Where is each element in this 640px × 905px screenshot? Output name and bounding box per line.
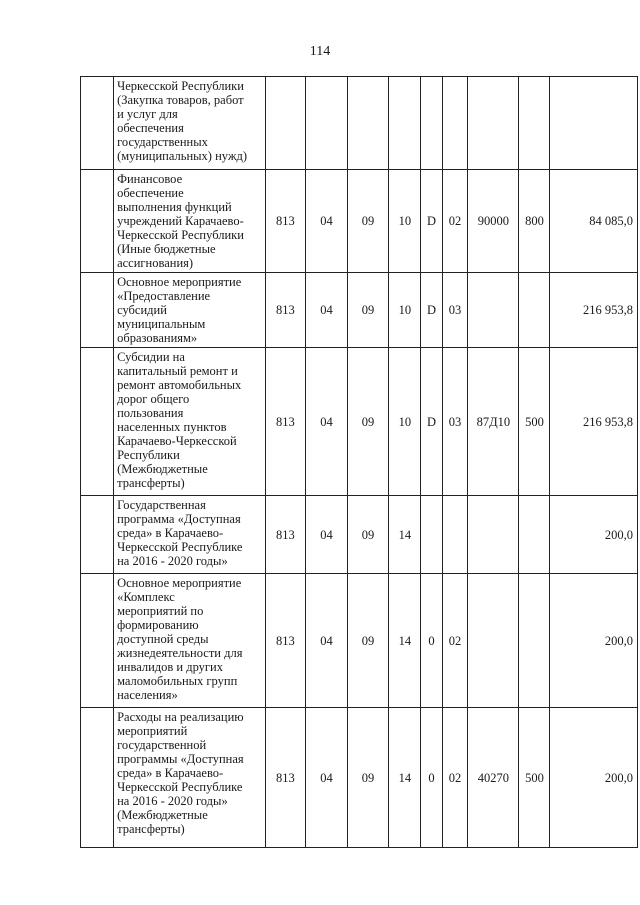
item-name-line: Республики [117,448,180,462]
direction-cell [468,77,519,170]
budget-table [80,76,638,848]
program-cell: 10 [389,170,421,273]
direction-cell: 90000 [468,170,519,273]
subsection-cell: 09 [347,574,389,708]
item-name-line: муниципальным [117,317,206,331]
subsection-cell: 09 [347,496,389,574]
item-name-line: (Межбюджетные [117,462,208,476]
row-index-cell [81,574,114,708]
item-name-line: Черкесской Республике [117,540,243,554]
item-name-line: дорог общего [117,392,190,406]
item-name-line: ремонт автомобильных [117,378,242,392]
item-name-line: Субсидии на [117,350,185,364]
amount-cell: 200,0 [550,708,638,848]
budget-code-cell: 813 [265,170,306,273]
item-name-line: Расходы на реализацию [117,710,244,724]
item-name-line: жизнедеятельности для [117,646,243,660]
subprogram-cell: 0 [421,708,442,848]
amount-cell: 216 953,8 [550,348,638,496]
item-name-line: (Межбюджетные [117,808,208,822]
item-name-line: Карачаево-Черкесской [117,434,237,448]
expense-type-cell [519,77,550,170]
program-cell: 14 [389,574,421,708]
item-name-line: образованиям» [117,331,198,345]
row-index-cell [81,708,114,848]
item-name-cell [114,574,266,708]
budget-code-cell: 813 [265,708,306,848]
program-cell: 14 [389,708,421,848]
row-index-cell [81,496,114,574]
item-name-line: маломобильных групп [117,674,238,688]
item-name-line: населенных пунктов [117,420,227,434]
amount-cell: 216 953,8 [550,273,638,348]
event-cell [442,496,468,574]
table-row [81,496,638,574]
row-index-cell [81,348,114,496]
item-name-line: на 2016 - 2020 годы» [117,554,228,568]
item-name-line: Черкесской Республике [117,780,243,794]
item-name-line: государственной [117,738,207,752]
direction-cell [468,496,519,574]
item-name-line: среда» в Карачаево- [117,766,224,780]
item-name-line: (муниципальных) нужд) [117,149,248,163]
item-name-line: программа «Доступная [117,512,241,526]
item-name-line: Основное мероприятие [117,576,242,590]
page-number: 114 [309,44,331,59]
section-cell: 04 [306,170,348,273]
item-name-line: и услуг для [117,107,178,121]
amount-cell: 84 085,0 [550,170,638,273]
subsection-cell: 09 [347,708,389,848]
item-name-cell [114,496,266,574]
expense-type-cell: 500 [519,708,550,848]
row-index-cell [81,273,114,348]
item-name-line: мероприятий [117,724,188,738]
item-name-cell [114,77,266,170]
item-name-line: доступной среды [117,632,209,646]
item-name-line: пользования [117,406,184,420]
program-cell: 14 [389,496,421,574]
table-row [81,170,638,273]
event-cell: 02 [442,708,468,848]
section-cell: 04 [306,708,348,848]
amount-cell: 200,0 [550,574,638,708]
item-name-cell [114,273,266,348]
event-cell: 03 [442,348,468,496]
subprogram-cell: 0 [421,574,442,708]
item-name-line: трансферты) [117,476,185,490]
budget-code-cell: 813 [265,574,306,708]
direction-cell: 87Д10 [468,348,519,496]
subprogram-cell [421,77,442,170]
subprogram-cell [421,496,442,574]
event-cell [442,77,468,170]
item-name-line: инвалидов и других [117,660,223,674]
item-name-line: «Комплекс [117,590,175,604]
item-name-line: среда» в Карачаево- [117,526,224,540]
section-cell: 04 [306,496,348,574]
table-row [81,708,638,848]
table-row [81,77,638,170]
budget-code-cell: 813 [265,348,306,496]
direction-cell [468,574,519,708]
direction-cell [468,273,519,348]
item-name-line: программы «Доступная [117,752,244,766]
item-name-line: обеспечение [117,186,184,200]
item-name-line: Черкесской Республики [117,79,244,93]
program-cell [389,77,421,170]
program-cell: 10 [389,273,421,348]
expense-type-cell [519,496,550,574]
expense-type-cell [519,574,550,708]
budget-code-cell [265,77,306,170]
item-name-line: обеспечения [117,121,184,135]
item-name-line: на 2016 - 2020 годы» [117,794,228,808]
item-name-line: капитальный ремонт и [117,364,238,378]
subsection-cell [347,77,389,170]
row-index-cell [81,77,114,170]
expense-type-cell: 800 [519,170,550,273]
subsection-cell: 09 [347,170,389,273]
item-name-line: трансферты) [117,822,185,836]
event-cell: 03 [442,273,468,348]
section-cell: 04 [306,273,348,348]
program-cell: 10 [389,348,421,496]
subsection-cell: 09 [347,348,389,496]
item-name-line: Государственная [117,498,206,512]
item-name-line: мероприятий по [117,604,204,618]
item-name-line: выполнения функций [117,200,232,214]
item-name-line: формированию [117,618,199,632]
section-cell [306,77,348,170]
item-name-line: учреждений Карачаево- [117,214,244,228]
subprogram-cell: D [421,273,442,348]
event-cell: 02 [442,574,468,708]
table-row [81,273,638,348]
item-name-line: Черкесской Республики [117,228,244,242]
section-cell: 04 [306,348,348,496]
table-row [81,348,638,496]
item-name-line: Финансовое [117,172,183,186]
row-index-cell [81,170,114,273]
amount-cell [550,77,638,170]
item-name-line: населения» [117,688,178,702]
subprogram-cell: D [421,348,442,496]
item-name-line: (Иные бюджетные [117,242,216,256]
item-name-cell [114,170,266,273]
item-name-line: (Закупка товаров, работ [117,93,244,107]
subprogram-cell: D [421,170,442,273]
item-name-line: субсидий [117,303,167,317]
item-name-line: «Предоставление [117,289,211,303]
item-name-line: Основное мероприятие [117,275,242,289]
subsection-cell: 09 [347,273,389,348]
amount-cell: 200,0 [550,496,638,574]
budget-code-cell: 813 [265,273,306,348]
table-row [81,574,638,708]
item-name-cell [114,708,266,848]
section-cell: 04 [306,574,348,708]
direction-cell: 40270 [468,708,519,848]
event-cell: 02 [442,170,468,273]
item-name-line: государственных [117,135,208,149]
item-name-line: ассигнования) [117,256,194,270]
expense-type-cell: 500 [519,348,550,496]
budget-code-cell: 813 [265,496,306,574]
expense-type-cell [519,273,550,348]
item-name-cell [114,348,266,496]
